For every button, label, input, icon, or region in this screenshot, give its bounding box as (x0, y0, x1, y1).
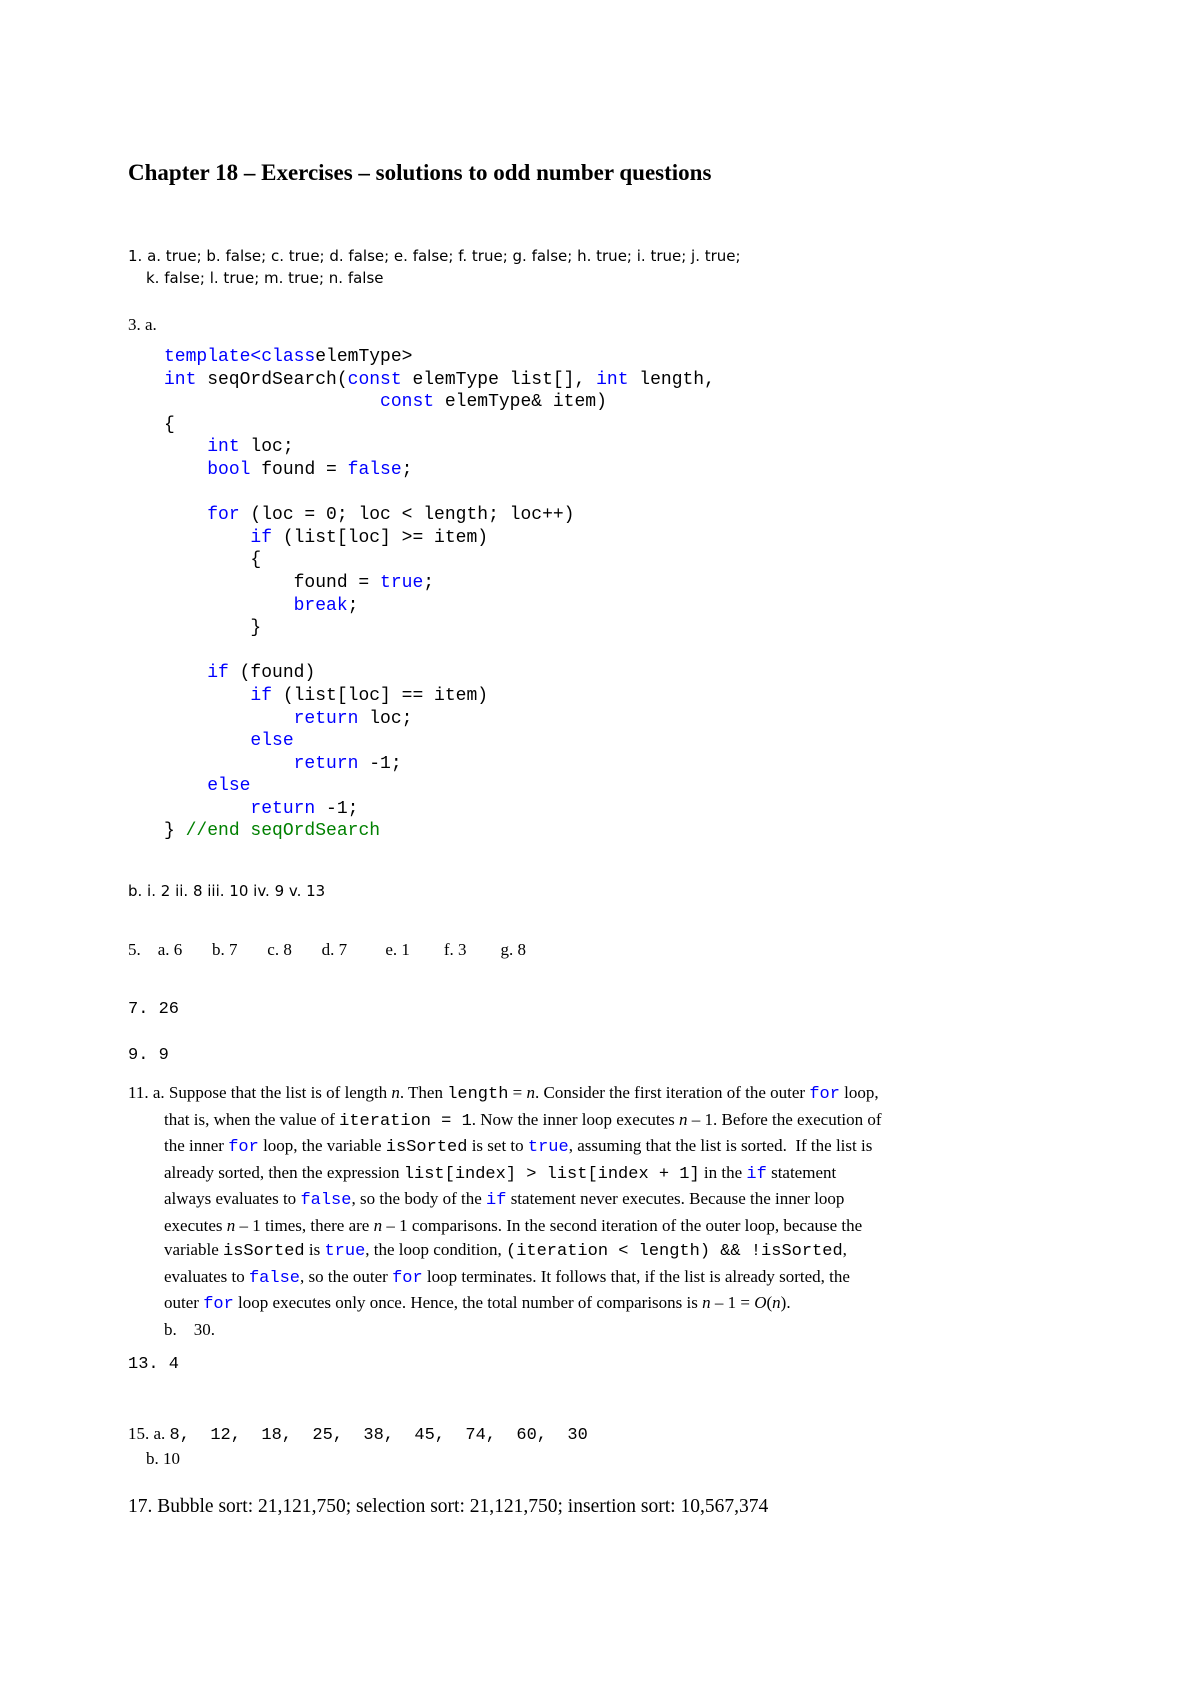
code-line (164, 528, 488, 548)
text-run: loop executes only once. Hence, the total number of comparisons is (233, 1293, 703, 1312)
code-text: ; (401, 459, 413, 480)
code-keyword: false (347, 459, 402, 480)
code-keyword: return (293, 753, 359, 774)
text-run: is set to (467, 1136, 528, 1155)
inline-code: (iteration < length) && !isSorted (506, 1242, 843, 1261)
answer-3-part-b: b. i. 2 ii. 8 iii. 10 iv. 9 v. 13 (128, 882, 326, 900)
text-run: 11. a. Suppose that the list is of length (128, 1083, 392, 1102)
code-keyword: return (250, 798, 316, 819)
code-text: elemType& item) (434, 392, 607, 413)
text-run: . Consider the first iteration of the outer (535, 1083, 810, 1102)
answer-3-label: 3. a. (128, 315, 157, 334)
answer-11-line (128, 1238, 882, 1265)
code-line (164, 573, 434, 593)
text-run: . Now the inner loop executes (471, 1109, 680, 1129)
text-run: statement (766, 1162, 837, 1182)
inline-keyword: true (527, 1138, 569, 1157)
code-line (164, 437, 294, 457)
code-text (164, 686, 250, 706)
text-run: n (373, 1215, 383, 1235)
inline-keyword: false (248, 1268, 300, 1288)
text-run: outer (164, 1293, 204, 1312)
text-run: – 1. Before the execution of (687, 1109, 882, 1129)
code-text: (loc = 0; loc < length; loc++) (239, 505, 575, 526)
code-line (164, 709, 412, 729)
code-text (164, 709, 294, 729)
answer-11-line (128, 1187, 882, 1214)
code-keyword: for (207, 505, 240, 526)
text-run: n (391, 1083, 400, 1102)
text-run: the inner (164, 1136, 229, 1155)
code-keyword: int (596, 369, 629, 390)
code-text: -1; (315, 798, 359, 819)
text-run: loop, (839, 1083, 879, 1102)
text-run: , assuming that the list is sorted. If the list is (568, 1136, 873, 1155)
text-run: loop, the variable (258, 1136, 386, 1155)
text-run: executes (164, 1215, 227, 1235)
text-run: . Then (399, 1083, 448, 1102)
answer-13: 13. 4 (128, 1355, 180, 1374)
code-keyword: else (250, 731, 294, 752)
code-keyword: return (293, 708, 359, 729)
inline-code: isSorted (385, 1138, 468, 1157)
text-run: always evaluates to (164, 1189, 301, 1208)
code-line (164, 460, 412, 480)
code-text (164, 392, 380, 412)
page-title: Chapter 18 – Exercises – solutions to odd number questions (128, 160, 712, 185)
code-text: (list[loc] == item) (272, 685, 489, 706)
inline-keyword: if (486, 1191, 507, 1210)
text-run: n (526, 1083, 536, 1102)
code-keyword: const (380, 392, 435, 413)
text-run: statement never executes. Because the inner loop (506, 1189, 845, 1208)
text-run: n (702, 1293, 711, 1312)
code-line (164, 505, 574, 525)
answer-15-part-b: b. 10 (146, 1449, 180, 1468)
text-run: variable (164, 1240, 223, 1259)
inline-keyword: for (228, 1138, 259, 1157)
code-keyword: if (207, 663, 229, 684)
answer-7: 7. 26 (128, 1000, 180, 1019)
inline-code: length (447, 1085, 509, 1104)
code-text (164, 505, 207, 525)
inline-keyword: for (809, 1085, 840, 1104)
code-keyword: int (207, 437, 240, 458)
code-text: } (164, 618, 262, 639)
text-run: n (679, 1109, 688, 1129)
code-text (164, 776, 207, 796)
text-run: loop terminates. It follows that, if the list is already sorted, the (422, 1266, 850, 1286)
text-run: , (842, 1240, 847, 1259)
text-run: – 1 = (710, 1293, 755, 1312)
code-line (164, 596, 358, 616)
code-line (164, 799, 358, 819)
code-text (164, 460, 207, 480)
code-keyword: template<class (164, 347, 316, 367)
code-line (164, 415, 175, 435)
code-text: elemType list[], (401, 369, 597, 390)
code-text (164, 731, 250, 751)
inline-keyword: for (203, 1295, 234, 1314)
inline-keyword: false (300, 1191, 352, 1210)
answer-1-line-1: 1. a. true; b. false; c. true; d. false; e. false; f. true; g. false; h. true; i. true; j. true; (128, 247, 741, 265)
code-line (164, 776, 250, 796)
text-run: , so the outer (299, 1266, 393, 1286)
text-run: n (226, 1215, 236, 1235)
answer-11-line (128, 1265, 882, 1292)
code-text (164, 596, 294, 616)
text-run: , so the body of the (351, 1189, 487, 1208)
code-keyword: else (207, 776, 251, 797)
code-keyword: bool (207, 459, 251, 480)
answer-9: 9. 9 (128, 1046, 169, 1065)
text-run: that is, when the value of (164, 1109, 340, 1129)
code-text: (list[loc] >= item) (272, 527, 489, 548)
code-text: } (164, 821, 186, 842)
code-text: loc; (358, 708, 413, 729)
text-run: – 1 times, there are (235, 1215, 374, 1235)
answer-11-line (128, 1108, 882, 1135)
code-line (164, 392, 607, 412)
code-keyword: true (380, 572, 424, 593)
code-line (164, 618, 261, 638)
code-line (164, 686, 488, 706)
code-text (164, 663, 207, 683)
inline-keyword: true (324, 1242, 366, 1261)
answer-1-line-2: k. false; l. true; m. true; n. false (146, 269, 384, 287)
code-text: found = (250, 459, 348, 480)
code-text (164, 754, 294, 774)
code-keyword: if (250, 527, 273, 548)
text-run: ). (780, 1293, 791, 1312)
answer-11-line (128, 1291, 882, 1318)
inline-keyword: for (392, 1268, 423, 1288)
text-run: evaluates to (164, 1266, 249, 1286)
code-line (164, 347, 412, 367)
code-text: found = (164, 572, 381, 593)
code-text: ; (423, 572, 435, 593)
code-keyword: break (293, 595, 348, 616)
answer-11-line (128, 1081, 882, 1108)
answer-11-line (128, 1161, 882, 1188)
code-text: (found) (228, 663, 316, 684)
code-text: ; (347, 595, 359, 616)
code-text: { (164, 550, 262, 571)
code-text: { (164, 414, 175, 435)
code-line (164, 370, 715, 390)
inline-code: isSorted (223, 1242, 305, 1261)
code-keyword: int (164, 369, 197, 390)
answer-11-line (128, 1134, 882, 1161)
text-run: n (772, 1293, 781, 1312)
answer-11-line (128, 1214, 882, 1239)
code-block-seqordsearch (164, 346, 715, 843)
text-run: – 1 comparisons. In the second iteration of the outer loop, because the (382, 1215, 863, 1235)
inline-code: iteration = 1 (339, 1111, 472, 1131)
answer-17: 17. Bubble sort: 21,121,750; selection sort: 21,121,750; insertion sort: 10,567,374 (128, 1496, 769, 1517)
inline-keyword: if (746, 1164, 767, 1184)
text-run: = (508, 1083, 527, 1102)
code-text: -1; (358, 753, 402, 774)
text-run: in the (699, 1162, 747, 1182)
answer-5: 5. a. 6 b. 7 c. 8 d. 7 e. 1 f. 3 g. 8 (128, 940, 527, 959)
text-run: O (754, 1293, 767, 1312)
code-text: loc; (239, 437, 294, 458)
answer-11-part-b: b. 30. (164, 1320, 215, 1339)
answer-15-label: 15. a. (128, 1424, 170, 1443)
code-line (164, 550, 261, 570)
code-line (164, 731, 294, 751)
text-run: ( (766, 1293, 773, 1312)
code-text (164, 799, 250, 819)
code-text: length, (628, 369, 715, 390)
code-text: elemType> (315, 347, 413, 367)
code-line (164, 663, 315, 683)
code-text (164, 528, 250, 548)
code-line (164, 821, 380, 841)
code-keyword: const (347, 369, 402, 390)
code-keyword: if (250, 685, 273, 706)
code-line (164, 754, 402, 774)
code-comment: //end seqOrdSearch (185, 821, 381, 842)
answer-15-values: 8, 12, 18, 25, 38, 45, 74, 60, 30 (169, 1426, 588, 1445)
code-text: seqOrdSearch( (196, 369, 348, 390)
text-run: is (304, 1240, 325, 1259)
text-run: already sorted, then the expression (164, 1162, 404, 1182)
answer-11-paragraph (128, 1081, 882, 1318)
code-text (164, 437, 207, 457)
answer-15-part-a (128, 1424, 588, 1445)
inline-code: list[index] > list[index + 1] (403, 1164, 700, 1184)
text-run: , the loop condition, (365, 1240, 506, 1259)
